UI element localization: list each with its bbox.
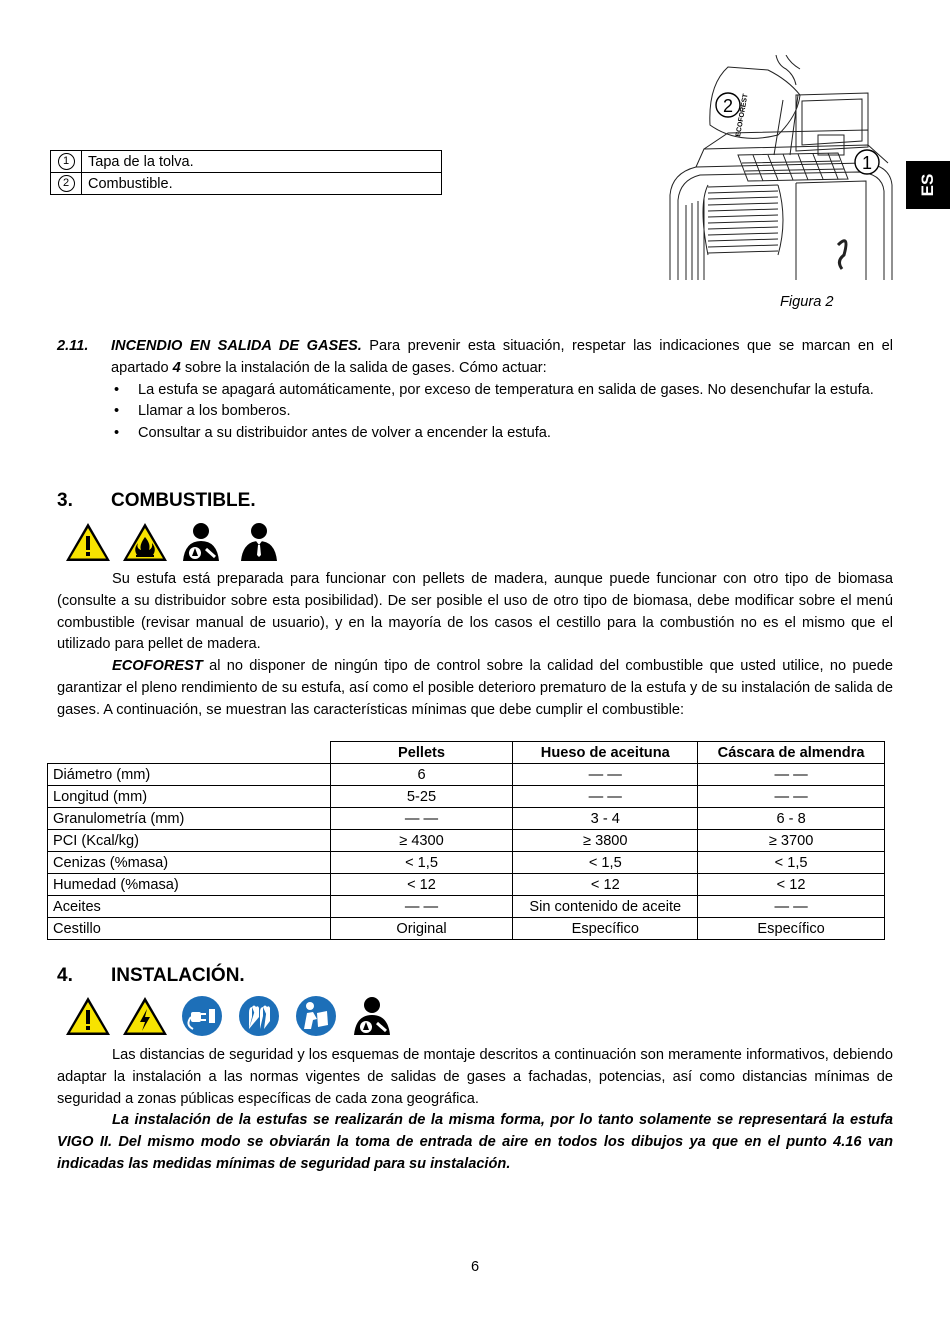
row-label: Cestillo [48,918,331,940]
callout-number: 1 [58,153,75,170]
language-tab [906,161,950,209]
table-cell: < 1,5 [513,852,698,874]
table-cell: < 12 [330,874,513,896]
row-label: PCI (Kcal/kg) [48,830,331,852]
column-header: Hueso de aceituna [513,742,698,764]
table-cell: < 12 [513,874,698,896]
column-header: Cáscara de almendra [698,742,885,764]
list-item: • Llamar a los bomberos. [111,401,893,423]
table-row [48,830,885,852]
paragraph: Su estufa está preparada para funcionar con pellets de madera, aunque puede funcionar con otro tipo de biomasa (consulte a su distribuidor sobre esta posibilidad). De ser posible el uso de otro tipo de biomasa, debe modificar sobre el menú combustible (revisar manual de usuario), y en la mayoría de los casos el cestillo para la combustión no es el mismo que el utilizado para pellet de madera. [57,571,893,653]
table-cell: 6 [330,764,513,786]
table-cell: < 12 [698,874,885,896]
language-tab-label: ES [918,173,937,197]
table-cell: ≥ 3700 [698,830,885,852]
list-item: • Consultar a su distribuidor antes de volver a encender la estufa. [111,423,893,445]
table-cell: — — [698,786,885,808]
figure-legend-table [50,150,442,195]
table-row [48,852,885,874]
table-row [48,808,885,830]
table-cell: Sin contenido de aceite [513,896,698,918]
figure-caption: Figura 2 [780,294,834,310]
table-cell: — — [330,808,513,830]
section-heading [57,965,245,987]
technician-icon [350,995,396,1037]
section-heading [57,490,256,512]
table-cell: 3 - 4 [513,808,698,830]
technician-icon [179,521,225,563]
table-cell: Específico [698,918,885,940]
table-cell: < 1,5 [698,852,885,874]
paragraph [57,656,893,721]
section-title: COMBUSTIBLE. [111,490,256,511]
warning-icon [65,995,111,1037]
table-cell: ≥ 3800 [513,830,698,852]
row-label: Granulometría (mm) [48,808,331,830]
brand-name: ECOFOREST [112,658,203,675]
legend-row [51,151,442,173]
table-cell: 5-25 [330,786,513,808]
row-label: Cenizas (%masa) [48,852,331,874]
table-cell: — — [513,764,698,786]
section-title: INCENDIO EN SALIDA DE GASES. [111,338,362,354]
paragraph-text: al no disponer de ningún tipo de control sobre la calidad del combustible que usted utilice, no puede garantizar el pleno rendimiento de su estufa, así como el posible deterioro prematuro de la estufa y de su instalación de salida de gases. A continuación, se muestran las características mínimas que debe cumplir el combustible: [57,658,893,718]
bag-brand-label: ECOFOREST [735,93,750,138]
table-header-row [48,742,885,764]
section-reference: 4 [172,359,181,376]
table-cell: 6 - 8 [698,808,885,830]
table-cell: — — [330,896,513,918]
section-number: 2.11. [57,338,89,354]
callout-2-label: 2 [722,96,734,116]
row-label: Aceites [48,896,331,918]
section-4-body [57,1045,893,1176]
section-3-body [57,569,893,722]
flammable-icon [122,521,168,563]
callout-number: 2 [58,175,75,192]
section-intro [57,336,893,380]
row-label: Diámetro (mm) [48,764,331,786]
intro-text: Para prevenir esta situación, respetar las indicaciones que se marcan en el apartado [111,338,894,376]
table-row [48,764,885,786]
callout-1-label: 1 [861,153,873,173]
table-row [48,918,885,940]
section-number: 3. [57,490,73,511]
installation-icons-row [65,995,396,1037]
list-item: • La estufa se apagará automáticamente, por exceso de temperatura en salida de gases. No desenchufar la estufa. [111,380,893,402]
table-row [48,896,885,918]
paragraph: Las distancias de seguridad y los esquemas de montaje descritos a continuación son meramente informativos, debiendo adaptar la instalación a las normas vigentes de salidas de gases a fachadas, potencias, así como distancias mínimas de seguridad a zonas públicas específicas de cada zona geográfica. [57,1047,893,1107]
electrical-hazard-icon [122,995,168,1037]
legend-row [51,173,442,195]
fuel-characteristics-table [47,741,885,940]
page-number: 6 [470,1259,480,1275]
paragraph-emphasis: La instalación de la estufas se realizarán de la misma forma, por lo tanto solamente se representará la estufa VIGO II. Del mismo modo se obviarán la toma de entrada de aire en todos los dibujos ya que en el punto 4.16 van indicadas las medidas mínimas de seguridad para su instalación. [57,1112,893,1172]
safety-icons-row [65,521,282,563]
table-cell: Específico [513,918,698,940]
table-cell: — — [513,786,698,808]
row-label: Longitud (mm) [48,786,331,808]
table-cell: ≥ 4300 [330,830,513,852]
warning-icon [65,521,111,563]
legend-text: Tapa de la tolva. [82,151,442,173]
read-manual-icon [293,995,339,1037]
row-label: Humedad (%masa) [48,874,331,896]
stove-hopper-illustration [668,55,894,280]
section-number: 4. [57,965,73,986]
unplug-icon [179,995,225,1037]
section-2-11 [57,336,893,445]
gloves-icon [236,995,282,1037]
table-row [48,874,885,896]
intro-text: sobre la instalación de la salida de gases. Cómo actuar: [180,359,547,376]
table-cell: — — [698,896,885,918]
user-icon [236,521,282,563]
table-cell: < 1,5 [330,852,513,874]
column-header: Pellets [330,742,513,764]
legend-text: Combustible. [82,173,442,195]
table-cell: — — [698,764,885,786]
table-cell: Original [330,918,513,940]
bullet-list [57,380,893,445]
table-row [48,786,885,808]
section-title: INSTALACIÓN. [111,965,245,986]
